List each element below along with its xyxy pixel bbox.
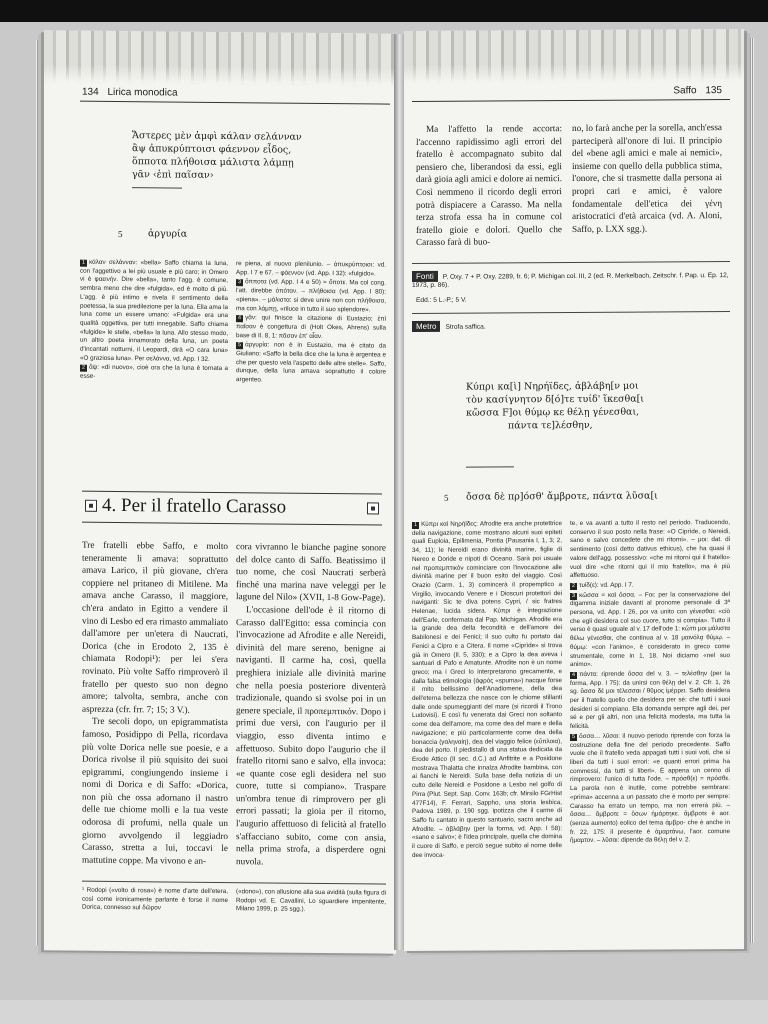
paragraph: Tre fratelli ebbe Saffo, e molto teneramente li amava: soprattutto amava Larico, il più giovane, ch'era coppiere nel pritaneo di Mitilene. Ma amava anche Carasso, il maggiore, ch'era andato in Egitto a vendere il vino di Lesbo ed era rimasto ammaliato dall'amore per un'etera di Naucrati, Dorica (che in Erodoto 2, 135 è chiamata Rodopi¹): per lei s'era rovinato. Più volte Saffo rimproverò il fratello per questo suo non degno amore; talvolta, sembra, anche con asprezza (cfr. frr. 7; 15; 3 V.).	[82, 539, 228, 715]
sources-line	[412, 269, 730, 289]
fonti-label: Fonti	[412, 271, 438, 282]
paragraph: no, lo farà anche per la sorella, anch'essa parteciperà all'onore di lui. Il principio del «bene agli amici e male ai nemici», insieme con quello della pubblica stima, l'onore, che si trasmette dalla persona ai propri cari e amici, è valore fondamentale dell'etica dei γένη aristocratici d'età arcaica (vd. A. Aloni, Saffo, p. LXX sgg.).	[572, 122, 722, 234]
commentary-column-2	[570, 519, 730, 847]
running-title: Saffo	[673, 85, 697, 97]
note-text: Κύπρι καὶ Νηρήϊδες: Afrodite era anche protettrice della navigazione, come mostrano alcuni suoi epiteti quali Euploia, Epilimenia, Pontia (Pausania I, 1, 3; 2, 34, 11); le Nereidi erano divinità marine, figlie di Nereo e Doride e nipoti di Oceano. Sarà poi usuale nel προπεμπτικόν cominciare con l'invocazione alle divinità marine per il buon esito del viaggio. Così Orazio (Carm. 1, 3) comincerà il propemptico a Virgilio, invocando Venere e i Dioscuri protettori dei naviganti: Sic te diva potens Cypri, / sic fratres Helenae, lucida sidera. Κύπρι è integrazione dell'Earle, confermata dal Pap. Michigan. Afrodite era la grande dea della fecondità e dell'amore dei Babilonesi e dei Fenici; il suo culto fu portato dai Fenici a Cipro e a Citera. Il nome «Ciprìde» si trova già in Omero (Il. 5, 330); e a Cipro la dea aveva i santuari di Pafo e Amatunte. Afrodite non è un nome greco; ma i Greci lo interpretarono grecamente, e dalla falsa etimologia (ἀφρός «spuma») nacque forse il mito bellissimo dell'Anadiomene, della dea dell'eterna bellezza che nasce con le chiome stillanti dalle onde spumeggianti del mare (si ricordi il Trono Ludovisi). E così fu venerata dai Greci non soltanto come dea dell'amore, ma come dea del mare e della navigazione; e più particolarmente come dea della bonaccia (γαληναίη), dea del viaggio felice (εὔπλοια), dea del porto. Il piedistallo di una statua dedicata da Erode Attico (II sec. d.C.) ad Anfitrite e a Posidone mostrava Thalatta che innalza Afrodite bambina, con ai fianchi le Nereidi. Sulla base della notizia di un culto delle Nereidi e Posidone a Lesbo nel golfo di Pirra (Plut. Sept. Sap. Conv. 163b; cfr. Mirsilo FGrHist 477F14), F. Ferrari, Sappho, una storia lesbica, Padova 1989, p. 190 sgg. ipotizza che il carme di Saffo fu cantato in questo santuario, sacro anche ad Afrodite. – ἀβλάβην (per la forma, vd. App. I 58): «sano e salvo»; è l'idea principale, quella che domina il cuore di Saffo, e perciò segue subito al nome delle dee invoca-	[412, 520, 562, 859]
note-number: 4	[572, 671, 576, 678]
note-number: 3	[238, 279, 242, 286]
note-text: te, e va avanti a tutto il resto nel periodo. Traducendo, conservo il suo posto nella frase: «O Ciprìde, o Nereidi, sano e salvo concedete che mi ritorni». – μοι: dat. di sentimento (così detto dativus ethicus), che ha quasi il valore dell'agg. possessivo: «che mi ritorni qui il fratello» vuol dire «che ritorni qui il mio fratello», ma è più affettuoso.	[570, 519, 730, 580]
sources-text: P. Oxy. 7 + P. Oxy. 2289, fr. 6; P. Michigan col. III, 2 (ed. R. Merkelbach, Zeitschr. f. Pap. u. Ep. 12, 1973, p. 86).	[412, 272, 729, 289]
verse-line: ὄσσα δὲ πρ]όσθ' ἄμβροτε, πάντα λῦσα[ι	[466, 490, 658, 503]
metre-line	[412, 321, 486, 332]
note-number: 4	[238, 315, 242, 322]
running-header-right	[673, 85, 722, 96]
note	[80, 364, 228, 383]
note-number: 1	[82, 259, 86, 266]
verse-number: 5	[444, 492, 449, 503]
note	[570, 591, 730, 670]
body-column-2	[236, 540, 386, 869]
verse-line: πάντα τε]λέσθην,	[508, 419, 593, 432]
note-text: κάλαν σελάνναν: «bella» Saffo chiama la luna, con l'aggettivo a lei più usuale e più caro; in Omero vi è φαεινήν. Dire «bella», tanto l'agg. è comune, sembra meno che dire «fulgida», ed è molto di più. L'agg. è più intimo e rivela il sentimento della poetessa, la sua predilezione per la luna. Ella ama la luna come un essere umano: «Fulgida» era una qualità oggettiva, per tutti innegabile. Saffo chiama «fulgide» le stelle, «bella» la luna. Allo stesso modo, un altro poeta innamorato della luna, un poeta d'incantati notturni, il Leopardi, dirà «O cara luna» «O graziosa luna». Per σελάννα, vd. App. I 32.	[80, 258, 228, 363]
note-text: τυίδ(ε): vd. App. I 7.	[579, 581, 634, 589]
metro-rule	[412, 311, 730, 314]
verse-line: Ἄστερες μὲν ἀμφὶ κάλαν σελάνναν	[132, 130, 302, 143]
decorative-header-image	[404, 29, 744, 83]
note	[570, 670, 730, 732]
note-number: 5	[572, 733, 576, 740]
verse-line: τὸν κασίγνητον δ[ό]τε τυίδ' ἵκεσθα[ι	[466, 393, 645, 406]
verse-line: κὤσσα F]οι θύμῳ κε θέλῃ γένεσθαι,	[466, 406, 640, 419]
note	[236, 279, 386, 315]
note-text: ὄσσα… λῦσαι: il nuovo periodo riprende con forza la costruzione della fine del periodo precedente. Saffo vuole che il fratello veda appagati tutti i suoi voti, che si liberi da tutti i suoi errori: «e quanti errori prima ha commessi, da tutti si liberi». È appena un cenno di rimprovero: l'unico di tutta l'ode. – πρόσθ(ε) = πρόσθε. La parola non è inutile, come potrebbe sembrare: «prima» accenna a un passato che è morto per sempre: Carasso ha errato un tempo, ma non errerà più. – ὄσσα… ἄμβροτε = ὅσων ἡμάρτηκε. ἄμβροτε è aor. (senza aumento) eolico del tema ἀμβρο- che è anche in fr. 22, 175: il presente è ἀμαρτάνω, l'aor. comune ἥμαρτον. – λῦσαι: dipende da θέλῃ del v. 2.	[570, 731, 730, 845]
note-number: 3	[572, 592, 576, 599]
paragraph: cora vivranno le bianche pagine sonore del dolce canto di Saffo. Beatissimo il tuo nome, che così Naucrati serberà finché una marina nave veleggi per le lagune del Nilo» (XVII, 1-8 Gow-Page).	[236, 541, 386, 603]
right-page	[404, 29, 744, 951]
note	[570, 732, 730, 846]
commentary-column-2	[236, 260, 386, 387]
note	[236, 260, 386, 279]
left-page	[44, 30, 396, 953]
note	[570, 581, 730, 591]
note	[80, 259, 228, 365]
running-title: Lirica monodica	[107, 86, 178, 99]
fonti-rule	[412, 261, 730, 264]
page-number: 135	[705, 85, 722, 97]
right-page-edges	[744, 38, 754, 943]
note	[412, 520, 562, 860]
verse-line: ἀργυρία	[148, 228, 188, 240]
verse-separator	[466, 466, 514, 467]
note-text: ἀργυρία: non è in Eustazio, ma è citato da Giuliano: «Saffo la bella dice che la luna è argentea e che per questo vela l'aspetto delle altre stelle». Saffo, dunque, della luna amava soprattutto il colore argenteo.	[236, 341, 386, 384]
note-number: 1	[414, 521, 418, 528]
note-number: 5	[238, 342, 242, 349]
section-heading: 4. Per il fratello Carasso	[102, 494, 287, 518]
intro-column-2	[572, 121, 722, 235]
note	[236, 314, 386, 342]
paragraph: Tre secoli dopo, un epigrammatista famoso, Posidippo di Pella, ricordava più volte Dorica nelle sue poesie, e a Dorica rivolse il più squisito dei suoi epigrammi, congiungendo insieme i nomi di Dorica e di Saffo: «Dorica, non più che ossa adornano il nastro delle tue chiome molli e la tua veste odorosa di profumi, nella quale un giorno avvolgendo il leggiadro Carasso, stretta a lui, toccavi le mattutine coppe. Ma vivono e an-	[82, 716, 228, 866]
note-text: ὅπποτα (vd. App. I 4 e 50) = ὅποτε. Ma col cong. l'att. direbbe ὁπόταν. – πλήθοισα (vd. App. I 80): «piena». – μάλιστα: si deve unire non con πλήθοισα, ma con λάμπῃ, «riluce in tutto il suo splendore».	[236, 278, 386, 313]
paragraph: L'occasione dell'ode è il ritorno di Carasso dall'Egitto: essa comincia con l'invocazione ad Afrodite e alle Nereidi, divinità del mare sereno, benigne ai naviganti. Il carme ha, così, quella preghiera iniziale alle divinità marine che nella poesia posteriore diventerà tradizionale, quando si svolse poi in un genere speciale, il προπεμπτικόν. Dopo i primi due versi, con l'augurio per il viaggio, esso diventa intimo e affettuoso. Subito dopo l'augurio che il fratello ritorni sano e salvo, ella invoca: «e quante cose egli desidera nel suo cuore, tutte si compiano». Traspare un'ombra tenue di rimprovero per gli errori passati; la gioia per il ritorno, l'augurio affettuoso di felicità al fratello s'affacciano subito, come con ansia, nella prima strofa, a disperdere ogni nuvola.	[236, 604, 386, 867]
edition-line: Edd.: 5 L.-P.; 5 V.	[416, 296, 467, 304]
note	[570, 519, 730, 581]
note-text: πάντα: riprende ὄσσα del v. 3. – τελέσθην (per la forma, App. I 75): da unirsi con θέλῃ del v. 2. Cfr. 1, 26 sg. ὄσσα δέ μοι τέλεσσαι / θῦμος ἰμέρρει. Saffo desidera per il fratello quello che desidera per sé: che tutti i suoi desideri si compiano. Ella domanda sempre agli dei, per sé e per gli altri, non una felicità modesta, ma tutta la felicità.	[570, 670, 730, 731]
commentary-column-1	[80, 259, 228, 384]
section-marker-icon	[367, 502, 379, 514]
metre-text: Strofa saffica.	[445, 323, 486, 331]
footnote: ¹ Rodopi («volto di rosa») è nome d'arte dell'etera, così come ironicamente parlante è forse il nome Dorica, connesso sul δῶρον	[82, 886, 228, 912]
greek-fragment	[132, 129, 372, 183]
note-text: re piena, al nuovo plenilunio. – ἀπυκρύπτοισι: vd. App. I 7 e 67. – φάεννον (vd. App. I 32): «fulgido».	[236, 260, 386, 278]
verse-line: ὅπποτα πλήθοισα μάλιστα λάμπῃ	[132, 156, 294, 169]
decorative-header-image	[44, 30, 396, 85]
note-text: γᾶν: qui finisce la citazione di Eustazio; ἐπὶ παῖσαν è congettura di (Holt Okes, Ahrens) sulla base di Il. 8, 1: πᾶσαν ἐπ' αἶαν.	[236, 314, 386, 340]
note-number: 2	[572, 582, 576, 589]
running-header-left	[82, 87, 178, 99]
section-heading-bar	[82, 491, 382, 526]
scan-bottom-edge	[0, 1000, 768, 1024]
footnote-rule	[82, 881, 386, 885]
verse-line: Κύπρι κα[ὶ] Νηρήϊδες, ἀβλάβη[ν μοι	[466, 380, 639, 393]
note-text: ἂψ: «di nuovo», cioè ora che la luna è tornata a esse-	[80, 364, 228, 380]
verse-line: ἂψ ἀπυκρύπτοισι φάεννον εἶδος,	[132, 143, 292, 156]
note-number: 2	[82, 365, 86, 372]
body-column-1	[82, 539, 228, 868]
metro-label: Metro	[412, 321, 440, 332]
note-text: κὤσσα = καὶ ὅσσα. – Fοι: per la conservazione del digamma iniziale davanti al pronome personale di 3ª persona, vd. App. I 26, ροι va unito con γένεσθαι: «ciò che egli desidera col suo cuore, tutto si compia». Tutto il verso è quasi uguale al v. 17 dell'ode 1: κὤττι μοι μάλιστα θέλω γένεσθαι, che continua al v. 18 μαινόλᾳ θύμῳ. – θύμῳ: «con l'animo», è considerato in greco come strumentale, come in 1, 18. Noi diciamo «nel suo animo».	[570, 590, 730, 669]
footnote: («dono»), con allusione alla sua avidità (sulla figura di Rodopi vd. E. Cavallini, Lo sguardiere impenitente, Milano 1999, p. 25 sgg.).	[236, 888, 386, 914]
intro-column-1	[416, 122, 562, 249]
verse-separator	[132, 187, 182, 188]
section-marker-icon	[85, 500, 97, 512]
page-number: 134	[82, 86, 99, 98]
verse-number: 5	[118, 229, 123, 240]
greek-fragment	[466, 379, 736, 433]
header-rule	[412, 99, 730, 102]
scan-top-edge	[0, 0, 768, 22]
header-rule	[80, 101, 390, 105]
note	[236, 341, 386, 386]
verse-line: γᾶν ‹ἐπὶ παῖσαν›	[132, 169, 214, 181]
paragraph: Ma l'affetto la rende accorta: l'accenno rapidissimo agli errori del fratello è accompagnato subito dal pensiero che, liberandosi da essi, egli darà gioia agli amici e dolore ai nemici. Così nemmeno il ricordo degli errori potrà dispiacere a Carasso. Ma nella terza strofa essa ha in comune col fratello gioie e dolori. Quello che Carasso farà di buo-	[416, 123, 562, 248]
commentary-column-1	[412, 520, 562, 861]
